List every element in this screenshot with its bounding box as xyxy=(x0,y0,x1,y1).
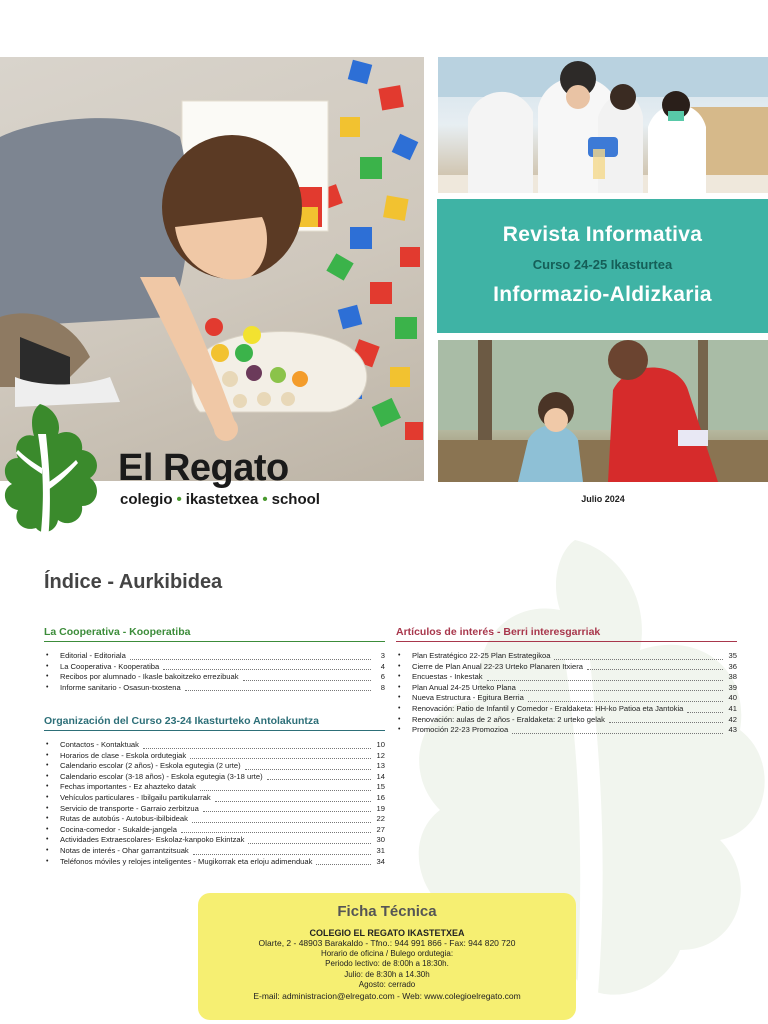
toc-entry-page: 36 xyxy=(728,661,737,671)
toc-entry-title: • Recibos por alumnado - Ikasle bakoitzeko errezibuak xyxy=(60,672,239,682)
toc-entry-title: • Renovación: Patio de Infantil y Comedor - Eraldaketa: HH-ko Patioa eta Jantokia xyxy=(412,703,684,713)
toc-entry-title: • Rutas de autobús - Autobus-ibilbideak xyxy=(60,814,188,824)
toc-entry-page: 4 xyxy=(380,661,385,671)
toc-list xyxy=(396,651,737,736)
toc-list xyxy=(44,651,385,693)
toc-entry-leader xyxy=(243,680,371,681)
photo-lab-illustration xyxy=(438,57,768,193)
banner-title: Revista Informativa xyxy=(502,223,703,246)
toc-entry-page: 22 xyxy=(376,814,385,824)
toc-entry[interactable] xyxy=(44,761,385,772)
toc-entry-page: 38 xyxy=(728,672,737,682)
toc-entry-page: 13 xyxy=(376,761,385,771)
ficha-period-hours: Periodo lectivo: de 8:00h a 18:30h. xyxy=(325,959,449,968)
toc-section-cooperativa xyxy=(44,626,385,693)
tagline-word: school xyxy=(271,491,320,508)
toc-entry-title: • Calendario escolar (2 años) - Eskola egutegia (2 urte) xyxy=(60,761,241,771)
toc-entry[interactable] xyxy=(44,857,385,868)
toc-entry-page: 42 xyxy=(728,714,737,724)
toc-entry-leader xyxy=(200,790,371,791)
toc-entry[interactable] xyxy=(44,740,385,751)
banner-title-basque: Informazio-Aldizkaria xyxy=(493,283,712,306)
toc-entry[interactable] xyxy=(44,782,385,793)
toc-list xyxy=(44,740,385,867)
toc-entry-title: • Informe sanitario - Osasun-txostena xyxy=(60,682,181,692)
toc-entry-page: 30 xyxy=(376,835,385,845)
photo-forest-illustration xyxy=(438,340,768,482)
ficha-address: Olarte, 2 - 48903 Barakaldo - Tfno.: 944 991 866 - Fax: 944 820 720 xyxy=(258,938,516,948)
toc-entry[interactable] xyxy=(396,651,737,662)
tagline-dot: • xyxy=(262,491,268,508)
toc-entry-page: 10 xyxy=(376,740,385,749)
toc-entry-title: • Editorial - Editoriala xyxy=(60,651,126,660)
toc-entry-leader xyxy=(203,811,371,812)
toc-entry-leader xyxy=(587,669,723,670)
photo-kids-forest xyxy=(438,340,768,482)
toc-entry-leader xyxy=(215,801,371,802)
toc-entry[interactable] xyxy=(44,751,385,762)
tagline-word: ikastetxea xyxy=(185,491,259,508)
toc-entry-page: 27 xyxy=(376,824,385,834)
toc-entry-leader xyxy=(193,854,371,855)
toc-entry-title: • Promoción 22-23 Promozioa xyxy=(412,725,509,735)
toc-entry[interactable] xyxy=(44,814,385,825)
toc-entry-title: • Cocina-comedor - Sukalde-jangela xyxy=(60,824,177,834)
toc-entry-leader xyxy=(163,669,371,670)
photo-science-lab xyxy=(438,57,768,193)
toc-section-heading: La Cooperativa - Kooperatiba xyxy=(44,626,385,642)
ficha-july-hours: Julio: de 8:30h a 14.30h xyxy=(344,969,430,979)
toc-entry-leader xyxy=(609,722,723,723)
toc-entry-page: 19 xyxy=(376,803,385,813)
toc-entry-leader xyxy=(185,690,371,691)
toc-entry-title: • La Cooperativa - Kooperatiba xyxy=(60,661,160,671)
toc-entry-page: 8 xyxy=(380,682,385,692)
toc-entry[interactable] xyxy=(44,772,385,783)
toc-entry-page: 40 xyxy=(728,693,737,703)
ficha-august-hours: Agosto: cerrado xyxy=(358,980,416,989)
toc-entry-page: 6 xyxy=(380,672,385,682)
toc-entry-title: • Cierre de Plan Anual 22-23 Urteko Planaren Itxiera xyxy=(412,661,583,671)
toc-entry-page: 39 xyxy=(728,682,737,692)
toc-section-articulos xyxy=(396,626,737,736)
toc-entry-leader xyxy=(267,779,371,780)
toc-entry[interactable] xyxy=(396,704,737,715)
toc-entry[interactable] xyxy=(44,804,385,815)
ficha-tecnica-box xyxy=(198,893,576,1020)
toc-entry-leader xyxy=(512,733,723,734)
toc-entry-page: 31 xyxy=(376,845,385,855)
el-regato-tree-logo-icon xyxy=(2,404,102,542)
toc-entry-title: • Teléfonos móviles y relojes inteligentes - Mugikorrak eta erloju adimenduak xyxy=(60,856,313,866)
toc-entry-title: • Plan Anual 24-25 Urteko Plana xyxy=(412,682,516,692)
toc-entry-title: • Renovación: aulas de 2 años - Eraldaketa: 2 urteko gelak xyxy=(412,714,605,724)
toc-entry-title: • Contactos - Kontaktuak xyxy=(60,740,139,749)
toc-entry-title: • Actividades Extraescolares- Eskolaz-kanpoko Ekintzak xyxy=(60,835,245,845)
tagline-word: colegio xyxy=(120,491,173,508)
ficha-office-hours-label: Horario de oficina / Bulego ordutegia: xyxy=(320,948,454,958)
toc-entry-title: • Encuestas - Inkestak xyxy=(412,672,483,682)
toc-entry-title: • Horarios de clase - Eskola ordutegiak xyxy=(60,750,187,760)
toc-entry[interactable] xyxy=(44,846,385,857)
toc-section-heading: Artículos de interés - Berri interesgarriak xyxy=(396,626,737,642)
toc-entry-page: 12 xyxy=(376,750,385,760)
toc-entry-page: 15 xyxy=(376,782,385,792)
toc-entry[interactable] xyxy=(44,651,385,662)
banner-subtitle: Curso 24-25 Ikasturtea xyxy=(532,257,673,272)
toc-entry-leader xyxy=(245,769,371,770)
toc-entry[interactable] xyxy=(44,683,385,694)
school-name: El Regato xyxy=(118,447,289,489)
toc-section-organizacion xyxy=(44,715,385,867)
index-title: Índice - Aurkibidea xyxy=(44,571,223,593)
toc-entry[interactable] xyxy=(44,672,385,683)
tagline-dot: • xyxy=(176,491,182,508)
toc-entry-leader xyxy=(687,712,723,713)
toc-entry[interactable] xyxy=(396,693,737,704)
toc-entry-leader xyxy=(487,680,724,681)
toc-entry-page: 43 xyxy=(728,725,737,735)
toc-entry-title: • Plan Estratégico 22-25 Plan Estrategikoa xyxy=(412,651,551,660)
toc-entry-leader xyxy=(143,748,371,749)
toc-entry[interactable] xyxy=(44,825,385,836)
toc-entry[interactable] xyxy=(44,835,385,846)
toc-entry[interactable] xyxy=(44,662,385,673)
toc-entry-leader xyxy=(316,864,371,865)
toc-entry-page: 14 xyxy=(376,771,385,781)
toc-entry-leader xyxy=(554,659,723,660)
toc-entry[interactable] xyxy=(396,725,737,736)
toc-entry-title: • Calendario escolar (3-18 años) - Eskola egutegia (3-18 urte) xyxy=(60,771,263,781)
toc-entry[interactable] xyxy=(396,715,737,726)
toc-entry-page: 16 xyxy=(376,792,385,802)
toc-entry-leader xyxy=(520,690,723,691)
toc-entry-leader xyxy=(181,832,371,833)
toc-entry-leader xyxy=(248,843,371,844)
toc-entry-page: 35 xyxy=(728,651,737,660)
toc-entry-leader xyxy=(190,758,371,759)
toc-entry-title: • Servicio de transporte - Garraio zerbitzua xyxy=(60,803,199,813)
school-tagline xyxy=(120,491,320,508)
toc-entry-leader xyxy=(130,659,371,660)
toc-entry-leader xyxy=(192,822,371,823)
toc-entry-page: 3 xyxy=(380,651,385,660)
toc-entry[interactable] xyxy=(396,683,737,694)
toc-entry-page: 41 xyxy=(728,703,737,713)
publication-date: Julio 2024 xyxy=(581,494,625,504)
toc-entry[interactable] xyxy=(396,672,737,683)
toc-entry-title: • Nueva Estructura - Egitura Berria xyxy=(412,693,524,703)
toc-entry-leader xyxy=(528,701,723,702)
ficha-school-name: COLEGIO EL REGATO IKASTETXEA xyxy=(309,928,465,938)
ficha-contact[interactable]: E-mail: administracion@elregato.com - Web: www.colegioelregato.com xyxy=(253,990,521,1001)
toc-entry[interactable] xyxy=(44,793,385,804)
toc-entry-title: • Vehículos particulares - Ibilgailu partikularrak xyxy=(60,792,211,802)
magazine-banner xyxy=(437,199,768,333)
toc-entry[interactable] xyxy=(396,662,737,673)
toc-section-heading: Organización del Curso 23-24 Ikasturteko Antolakuntza xyxy=(44,715,385,731)
toc-entry-page: 34 xyxy=(376,856,385,866)
ficha-title: Ficha Técnica xyxy=(337,903,437,920)
toc-entry-title: • Fechas importantes - Ez ahazteko datak xyxy=(60,782,196,792)
toc-entry-title: • Notas de interés - Ohar garrantzitsuak xyxy=(60,845,189,855)
